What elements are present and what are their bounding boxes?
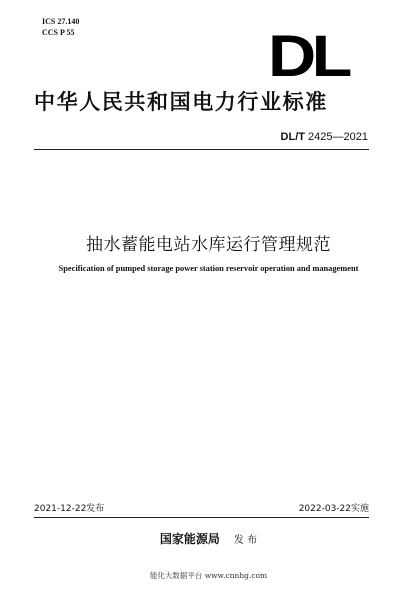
publisher-action: 发 布 (233, 535, 258, 546)
standard-body-title: 中华人民共和国电力行业标准 (34, 90, 328, 114)
dl-logo: DL (268, 24, 348, 89)
standard-number-prefix: DL/T (280, 131, 305, 143)
ccs-code: CCS P 55 (42, 28, 75, 37)
bottom-divider (34, 517, 369, 518)
top-divider (34, 149, 369, 150)
standard-number-value: 2425—2021 (308, 131, 368, 143)
standard-number (281, 131, 368, 143)
document-title-english: Specification of pumped storage power station reservoir operation and management (58, 264, 359, 273)
publisher-name: 国家能源局 (159, 532, 220, 546)
issue-date: 2021-12-22发布 (34, 504, 105, 514)
implementation-date: 2022-03-22实施 (298, 504, 369, 514)
watermark-text: 能化大数据平台 www.cnnhg.com (149, 571, 268, 580)
publisher (0, 530, 417, 547)
ics-code: ICS 27.140 (42, 17, 80, 26)
document-title-chinese: 抽水蓄能电站水库运行管理规范 (86, 235, 331, 255)
classification-codes (42, 16, 79, 38)
